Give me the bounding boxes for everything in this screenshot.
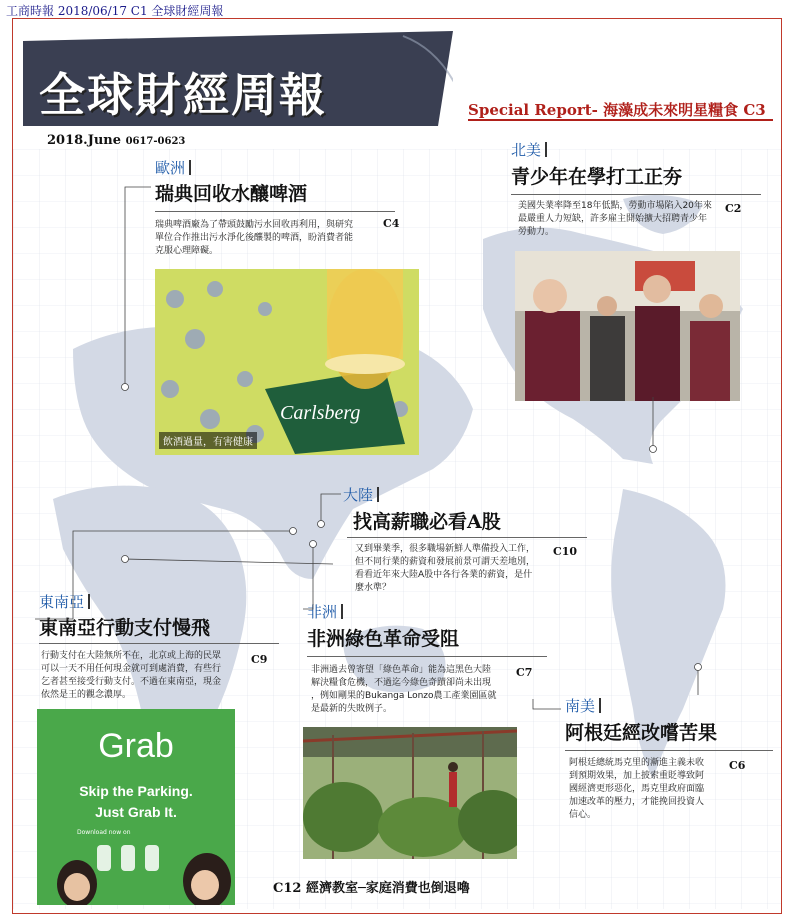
body-south-america-line: 加速改革的壓力，才能挽回投資人 [569, 797, 705, 807]
region-china-text: 大陸 [343, 486, 374, 504]
page-ref-north-america: C2 [725, 202, 742, 215]
body-europe-line: 單位合作推出污水淨化後釀製的啤酒，盼消費者能 [155, 233, 354, 243]
page-ref-europe: C4 [383, 217, 400, 230]
headline-south-america: 阿根廷經改嚐苦果 [565, 722, 718, 744]
newspaper-header-line: 工商時報 2018/06/17 C1 全球財經周報 [6, 4, 224, 18]
grab-logo: Grab [98, 727, 174, 765]
footer-teaser: C12 經濟教室─家庭消費也倒退嚕 [273, 881, 470, 896]
page-ref-china: C10 [553, 545, 578, 558]
region-south-america-text: 南美 [565, 697, 596, 715]
region-europe-text: 歐洲 [155, 159, 186, 177]
region-africa-text: 非洲 [307, 603, 338, 621]
body-southeast-asia-line: 乞者甚至接受行動支付。不過在東南亞，現金 [41, 677, 222, 687]
body-africa-line: 是最新的失敗例子。 [311, 704, 393, 714]
body-south-america-line: 到預期效果，加上披索重貶導致阿 [569, 771, 705, 781]
headline-southeast-asia: 東南亞行動支付慢飛 [39, 617, 211, 639]
region-southeast-asia-text: 東南亞 [39, 593, 85, 611]
page-ref-africa: C7 [516, 666, 533, 679]
grab-ad-line-2: Just Grab It. [95, 804, 177, 820]
body-africa-line: ，例如剛果的Bukanga Lonzo農工產業園區就 [311, 691, 497, 701]
leader-lines [13, 19, 782, 914]
body-south-america-line: 阿根廷總統馬克里的漸進主義未收 [569, 758, 705, 768]
headline-africa: 非洲綠色革命受阻 [307, 628, 460, 650]
body-china-line: 麼水準？ [355, 583, 392, 593]
page-frame [12, 18, 782, 914]
body-africa-line: 非洲過去曾寄望「綠色革命」能為這黑色大陸 [311, 665, 492, 675]
page-ref-southeast-asia: C9 [251, 653, 268, 666]
special-report-line: Special Report- 海藻成未來明星糧食 C3 [468, 101, 766, 119]
headline-north-america: 青少年在學打工正夯 [511, 166, 683, 188]
body-china-line: 又到畢業季，很多職場新鮮人準備投入工作， [355, 544, 536, 554]
body-south-america-line: 信心。 [569, 810, 597, 820]
body-north-america-line: 最嚴重人力短缺，許多雇主開始擴大招聘青少年 [518, 214, 708, 224]
body-southeast-asia-line: 依然是王的觀念濃厚。 [41, 690, 132, 700]
body-north-america-line: 勞動力。 [518, 227, 555, 237]
body-south-america-line: 國經濟更形惡化，馬克里政府面臨 [569, 784, 705, 794]
body-china-line: 看看近年來大陸A股中各行各業的薪資，是什 [355, 570, 533, 580]
body-china-line: 但不同行業的薪資和發展前景可謂天差地別， [355, 557, 536, 567]
page-ref-south-america: C6 [729, 759, 746, 772]
headline-europe: 瑞典回收水釀啤酒 [155, 183, 308, 205]
coaster-brand: Carlsberg [280, 402, 361, 424]
grab-ad-small: Download now on [77, 829, 131, 836]
masthead-title: 全球財經周報 [39, 68, 327, 122]
issue-date-range: 0617-0623 [125, 136, 186, 147]
body-north-america-line: 美國失業率降至18年低點，勞動市場陷入20年來 [518, 201, 712, 211]
photo-caption-europe: 飲酒過量，有害健康 [159, 432, 257, 449]
body-southeast-asia-line: 行動支付在大陸無所不在，北京或上海的民眾 [41, 651, 222, 661]
body-africa-line: 解決糧食危機，不過迄今綠色奇蹟卻尚未出現 [311, 678, 492, 688]
issue-date-main: 2018.June [47, 133, 126, 148]
body-europe-line: 克服心理障礙。 [155, 246, 219, 256]
grab-ad-line-1: Skip the Parking. [79, 783, 193, 799]
body-southeast-asia-line: 可以一天不用任何現金就可到處消費，有些行 [41, 664, 222, 674]
headline-china: 找高薪職必看A股 [353, 511, 501, 533]
region-north-america-text: 北美 [511, 141, 542, 159]
body-europe-line: 瑞典啤酒廠為了帶頭鼓勵污水回收再利用，與研究 [155, 220, 354, 230]
